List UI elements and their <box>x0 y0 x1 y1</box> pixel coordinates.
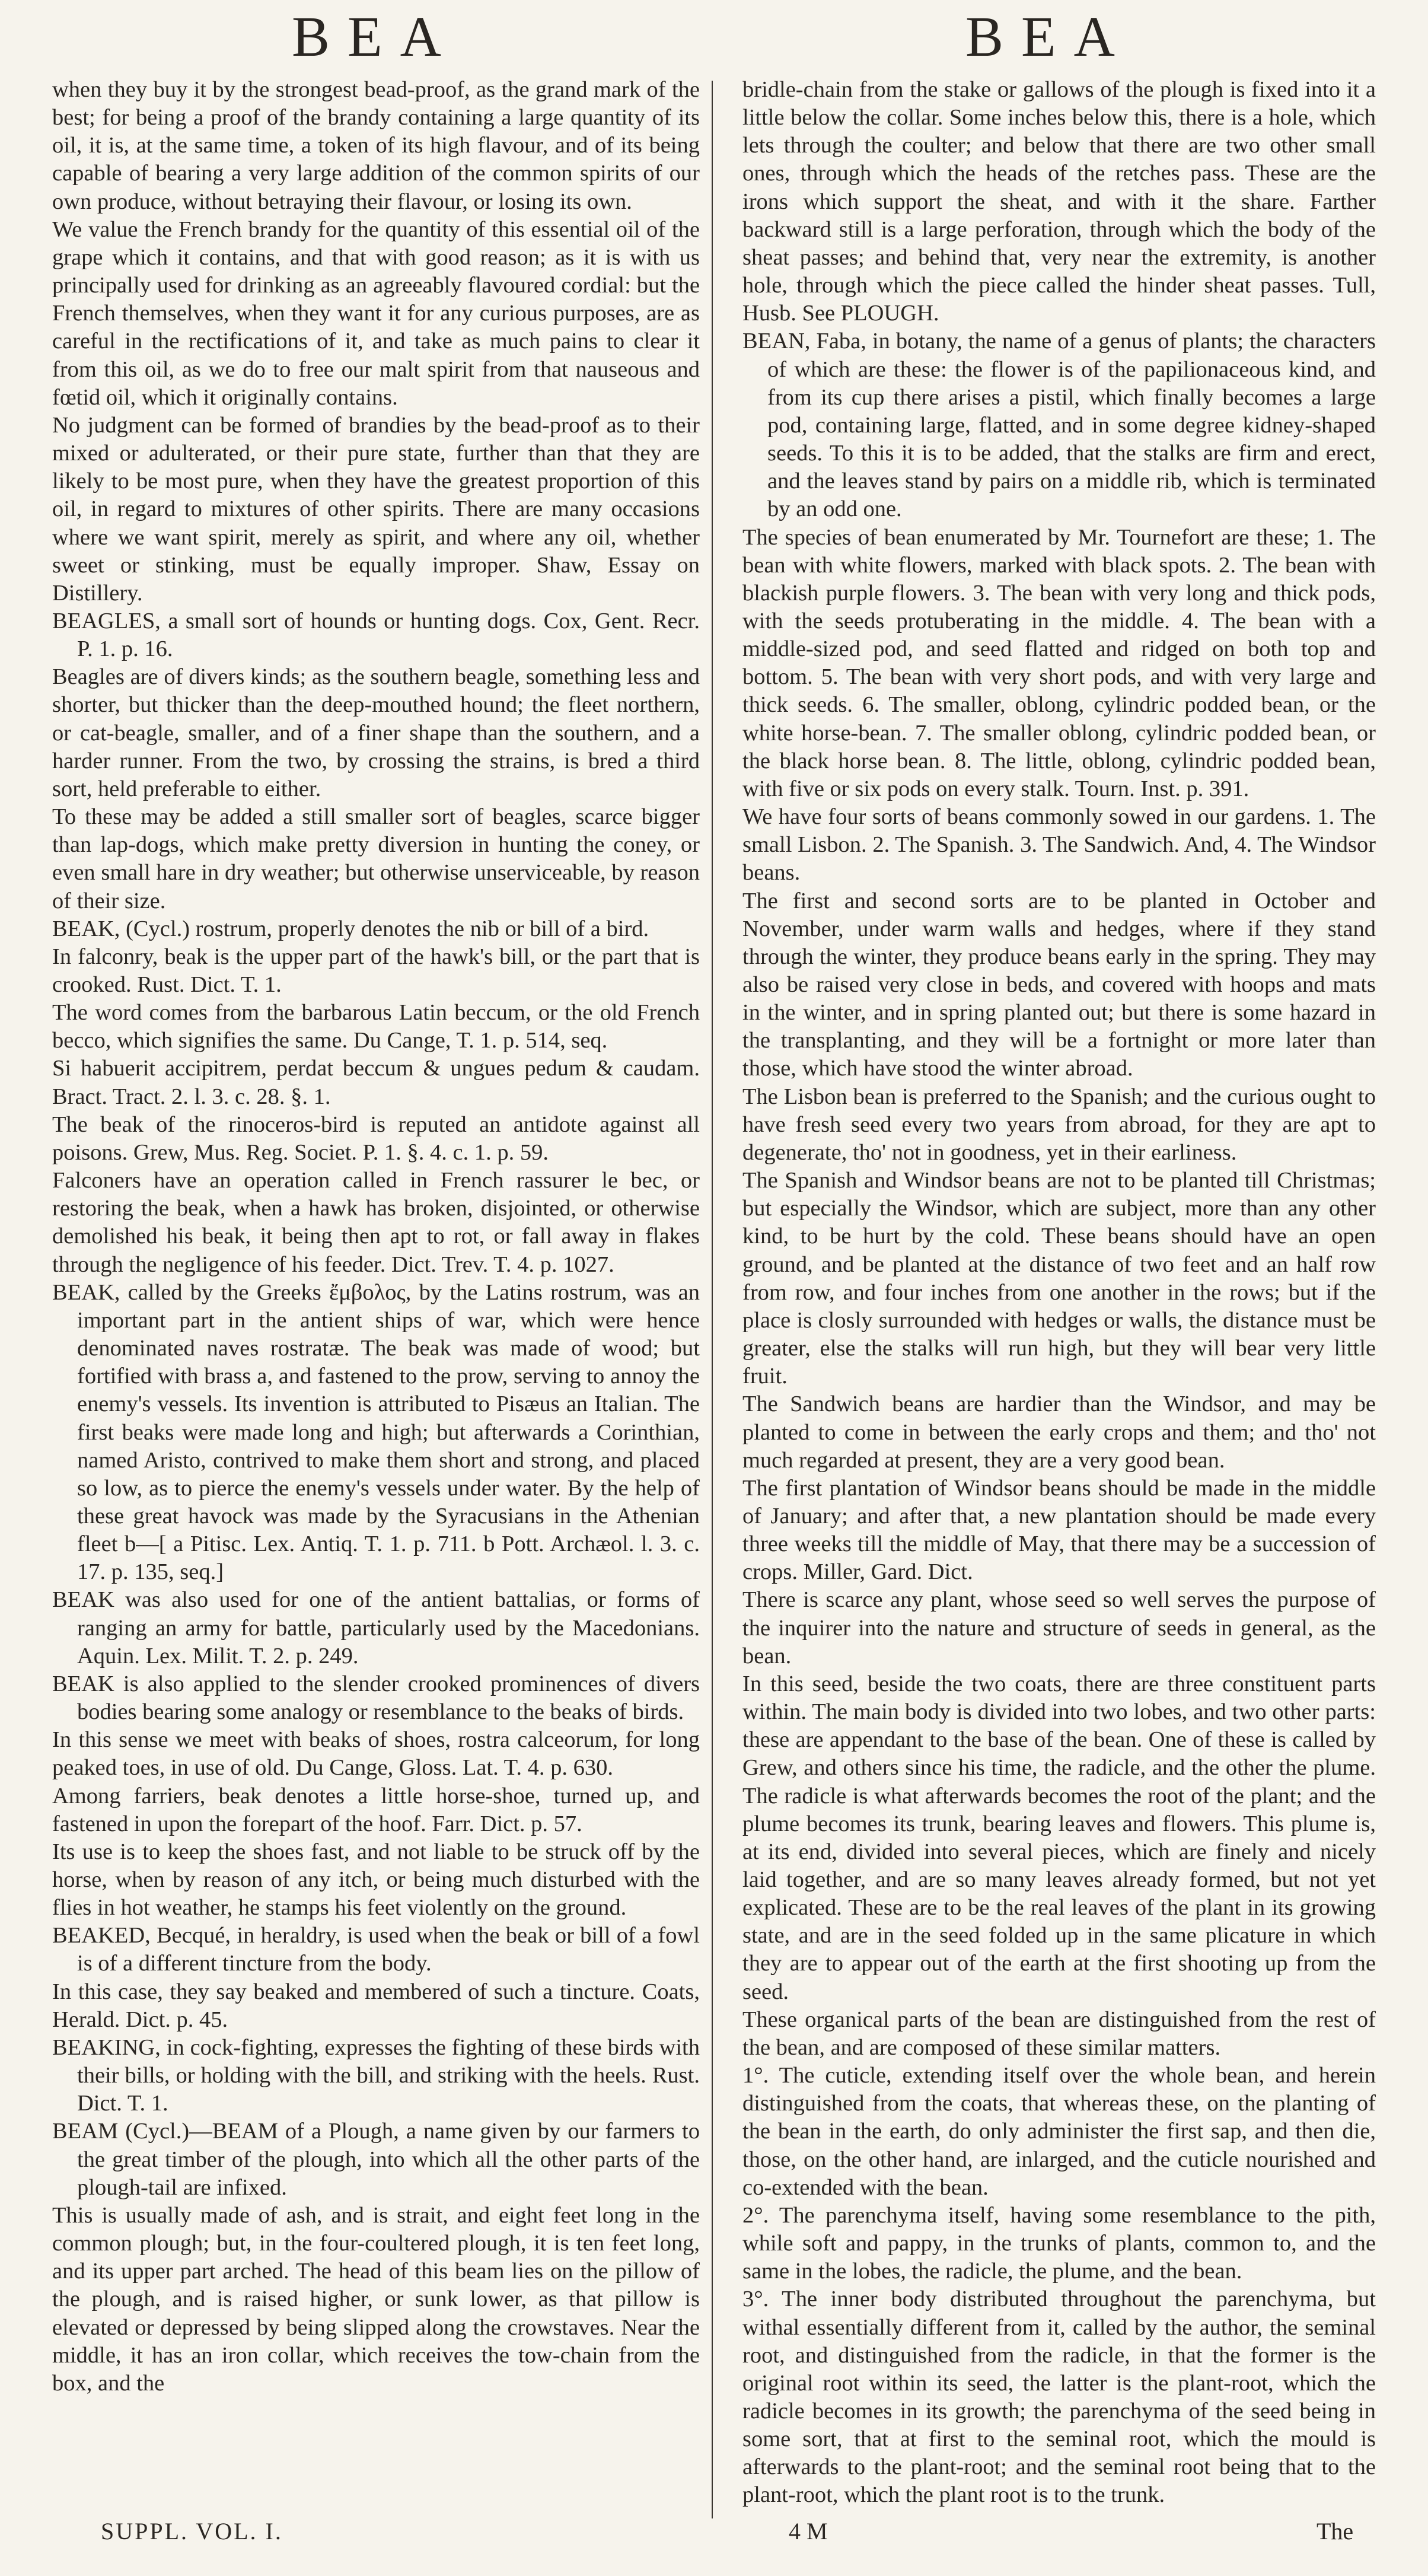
paragraph: We have four sorts of beans commonly sowed in our gardens. 1. The small Lisbon. 2. The Spanish. 3. The Sandwich. And, 4. The Windsor beans. <box>742 804 1376 886</box>
paragraph: No judgment can be formed of brandies by the bead-proof as to their mixed or adulterated, or their pure state, further than that they are likely to be most pure, when they have the greatest proportion of this oil, in regard to mixtures of other spirits. There are many occasions where we want spirit, merely as spirit, and where any oil, whether sweet or stinking, must be equally improper. Shaw, Essay on Distillery. <box>52 412 700 606</box>
entry-beak-ship: BEAK, called by the Greeks ἔμβολος, by the Latins rostrum, was an important part in the antient ships of war, which were hence denominated naves rostratæ. The beak was made of wood; but fortified with brass a, and fastened to the prow, serving to annoy the enemy's vessels. Its invention is attributed to Pisæus an Italian. The first beaks were made long and high; but afterwards a Corinthian, named Aristo, contrived to make them short and strong, and placed so low, as to pierce the enemy's vessels under water. By the help of these great havock was made by the Syracusians in the Athenian fleet b—[ a Pitisc. Lex. Antiq. T. 1. p. 711. b Pott. Archæol. l. 3. c. 17. p. 135, seq.] <box>52 1279 700 1585</box>
paragraph: The word comes from the barbarous Latin beccum, or the old French becco, which signifies the same. Du Cange, T. 1. p. 514, seq. <box>52 1000 700 1053</box>
paragraph: The species of bean enumerated by Mr. Tournefort are these; 1. The bean with white flowers, marked with black spots. 2. The bean with blackish purple flowers. 3. The bean with very long and thick pods, with the seeds protuberating in the middle. 4. The bean with a middle-sized pod, and seed flatted and ridged on both top and bottom. 5. The bean with very short pods, and with very large and thick seeds. 6. The smaller, oblong, cylindric podded bean, or the white horse-bean. 7. The smaller oblong, cylindric podded bean, or the black horse bean. 8. The little, oblong, cylindric podded bean, with five or six pods on every stalk. Tourn. Inst. p. 391. <box>742 524 1376 801</box>
running-head-left: BEA <box>292 5 459 68</box>
paragraph: Falconers have an operation called in French rassurer le bec, or restoring the beak, when a hawk has broken, disjointed, or otherwise demolished his beak, it being then apt to rot, or fall away in flakes through the negligence of his feeder. Dict. Trev. T. 4. p. 1027. <box>52 1168 700 1277</box>
paragraph: In this sense we meet with beaks of shoes, rostra calceorum, for long peaked toes, in use of old. Du Cange, Gloss. Lat. T. 4. p. 630. <box>52 1727 700 1781</box>
right-column <box>742 76 1376 2514</box>
paragraph: when they buy it by the strongest bead-proof, as the grand mark of the best; for being a proof of the brandy containing a large quantity of its oil, it is, at the same time, a token of its high flavour, and of its being capable of bearing a very large addition of the common spirits of our own produce, without betraying their flavour, or losing its own. <box>52 77 700 214</box>
paragraph: The beak of the rinoceros-bird is reputed an antidote against all poisons. Grew, Mus. Reg. Societ. P. 1. §. 4. c. 1. p. 59. <box>52 1112 700 1165</box>
paragraph: Its use is to keep the shoes fast, and not liable to be struck off by the horse, when by reason of any itch, or being much disturbed with the flies in hot weather, he stamps his feet violently on the ground. <box>52 1839 700 1921</box>
paragraph: In this case, they say beaked and membered of such a tincture. Coats, Herald. Dict. p. 45. <box>52 1979 700 2032</box>
paragraph: The Lisbon bean is preferred to the Spanish; and the curious ought to have fresh seed every two years from abroad, for they are apt to degenerate, tho' not in goodness, yet in their earliness. <box>742 1084 1376 1165</box>
paragraph: The first and second sorts are to be planted in October and November, under warm walls and hedges, where if they stand through the winter, they produce beans early in the spring. They may also be raised very close in beds, and covered with hoops and mats in the winter, and in spring planted out; but there is some hazard in the transplanting, and they will be a fortnight or more later than those, which have stood the winter abroad. <box>742 888 1376 1081</box>
entry-bean: BEAN, Faba, in botany, the name of a genus of plants; the characters of which are these: the flower is of the papilionaceous kind, and from its cup there arises a pistil, which finally becomes a large pod, containing large, flatted, and in some degree kidney-shaped seeds. To this it is to be added, that the stalks are firm and erect, and the leaves stand by pairs on a middle rib, which is terminated by an odd one. <box>742 329 1376 522</box>
entry-beam: BEAM (Cycl.)—BEAM of a Plough, a name given by our farmers to the great timber of the plough, into which all the other parts of the plough-tail are infixed. <box>52 2119 700 2200</box>
paragraph: bridle-chain from the stake or gallows of the plough is fixed into it a little below the collar. Some inches below this, there is a hole, which lets through the coulter; and below that there are two other small ones, through which the heads of the retches pass. These are the irons which support the sheat, and with it the share. Farther backward still is a large perforation, through which the body of the sheat passes; and behind that, very near the extremity, is another hole, through which the piece called the hinder sheat passes. Tull, Husb. See PLOUGH. <box>742 77 1376 326</box>
signature-mark: SUPPL. VOL. I. <box>101 2518 283 2545</box>
paragraph: The Spanish and Windsor beans are not to be planted till Christmas; but especially the Windsor, which are subject, more than any other kind, to be hurt by the cold. These beans should have an open ground, and be planted at the distance of two feet and an half row from row, and four inches from one another in the rows; but if the place is closly surrounded with hedges or walls, the distance must be greater, else the stalks will run high, but they will bear very little fruit. <box>742 1168 1376 1389</box>
entry-beaked: BEAKED, Becqué, in heraldry, is used when the beak or bill of a fowl is of a different tincture from the body. <box>52 1923 700 1976</box>
entry-beak-battalia: BEAK was also used for one of the antient battalias, or forms of ranging an army for battle, particularly used by the Macedonians. Aquin. Lex. Milit. T. 2. p. 249. <box>52 1587 700 1668</box>
paragraph: The first plantation of Windsor beans should be made in the middle of January; and after that, a new plantation should be made every three weeks till the middle of May, that there may be a succession of crops. Miller, Gard. Dict. <box>742 1475 1376 1585</box>
catchword: The <box>1317 2518 1354 2545</box>
paragraph: 2°. The parenchyma itself, having some resemblance to the pith, while soft and pappy, in the trunks of plants, common to, and the same in the lobes, the radicle, the plume, and the bean. <box>742 2202 1376 2284</box>
paragraph: To these may be added a still smaller sort of beagles, scarce bigger than lap-dogs, which make pretty diversion in hunting the coney, or even small hare in dry weather; but otherwise unserviceable, by reason of their size. <box>52 804 700 913</box>
paragraph: There is scarce any plant, whose seed so well serves the purpose of the inquirer into the nature and structure of seeds in general, as the bean. <box>742 1587 1376 1668</box>
column-rule <box>712 81 713 2518</box>
latin-quote: Si habuerit accipitrem, perdat beccum & ungues pedum & caudam. Bract. Tract. 2. l. 3. c. 28. §. 1. <box>52 1056 700 1109</box>
paragraph: Among farriers, beak denotes a little horse-shoe, turned up, and fastened in upon the forepart of the hoof. Farr. Dict. p. 57. <box>52 1783 700 1836</box>
paragraph: 3°. The inner body distributed throughout the parenchyma, but withal essentially different from it, called by the author, the seminal root, and distinguished from the radicle, in that the former is the original root within its seed, the latter is the plant-root, which the radicle becomes in its growth; the parenchyma of the seed being in some sort, that at first to the seminal root, which the mould is afterwards to the plant-root; and the seminal root being that to the plant-root, which the plant root is to the trunk. <box>742 2287 1376 2508</box>
entry-beagles: BEAGLES, a small sort of hounds or hunting dogs. Cox, Gent. Recr. P. 1. p. 16. <box>52 608 700 662</box>
paragraph: This is usually made of ash, and is strait, and eight feet long in the common plough; but, in the four-coultered plough, it is ten feet long, and its upper part arched. The head of this beam lies on the pillow of the plough, and is raised higher, or sunk lower, as that pillow is elevated or depressed by being slipped along the crowstaves. Near the middle, it has an iron collar, which receives the tow-chain from the box, and the <box>52 2202 700 2396</box>
left-column <box>52 76 700 2514</box>
running-head-right: BEA <box>965 5 1133 68</box>
entry-beaking: BEAKING, in cock-fighting, expresses the fighting of these birds with their bills, or holding with the bill, and striking with the heels. Rust. Dict. T. 1. <box>52 2034 700 2116</box>
paragraph: We value the French brandy for the quantity of this essential oil of the grape which it contains, and that with good reason; as it is with us principally used for drinking as an agreeably flavoured cordial: but the French themselves, when they want it for any curious purposes, are as careful in the rectifications of it, and take as much pains to clear it from this oil, as we do to free our malt spirit from that nauseous and fœtid oil, which it originally contains. <box>52 216 700 410</box>
entry-beak-prominence: BEAK is also applied to the slender crooked prominences of divers bodies bearing some analogy or resemblance to the beaks of birds. <box>52 1671 700 1725</box>
paragraph: The Sandwich beans are hardier than the Windsor, and may be planted to come in between the early crops and them; and tho' not much regarded at present, they are a very good bean. <box>742 1392 1376 1473</box>
paragraph: 1°. The cuticle, extending itself over the whole bean, and herein distinguished from the coats, that whereas these, on the planting of the bean in the earth, do only administer the first sap, and then die, those, on the other hand, are inlarged, and the cuticle nourished and co-extended with the bean. <box>742 2063 1376 2200</box>
gathering-mark: 4 M <box>789 2518 828 2545</box>
entry-beak: BEAK, (Cycl.) rostrum, properly denotes the nib or bill of a bird. <box>52 916 649 941</box>
paragraph: In falconry, beak is the upper part of the hawk's bill, or the part that is crooked. Rust. Dict. T. 1. <box>52 944 700 997</box>
paragraph: Beagles are of divers kinds; as the southern beagle, something less and shorter, but thicker than the deep-mouthed hound; the fleet northern, or cat-beagle, smaller, and of a finer shape than the southern, and a harder runner. From the two, by crossing the strains, is bred a third sort, held preferable to either. <box>52 664 700 801</box>
paragraph: These organical parts of the bean are distinguished from the rest of the bean, and are composed of these similar matters. <box>742 2007 1376 2060</box>
paragraph: In this seed, beside the two coats, there are three constituent parts within. The main body is divided into two lobes, and two other parts: these are appendant to the base of the bean. One of these is called by Grew, and others since his time, the radicle, and the other the plume. The radicle is what afterwards becomes the root of the plant; and the plume becomes its trunk, bearing leaves and flowers. This plume is, at its end, divided into several pieces, which are finely and nicely laid together, and are so many leaves already formed, but not yet explicated. These are to be the real leaves of the plant in its growing state, and are in the seed folded up in the same plicature in which they are to appear out of the earth at the first shooting up from the seed. <box>742 1671 1376 2004</box>
